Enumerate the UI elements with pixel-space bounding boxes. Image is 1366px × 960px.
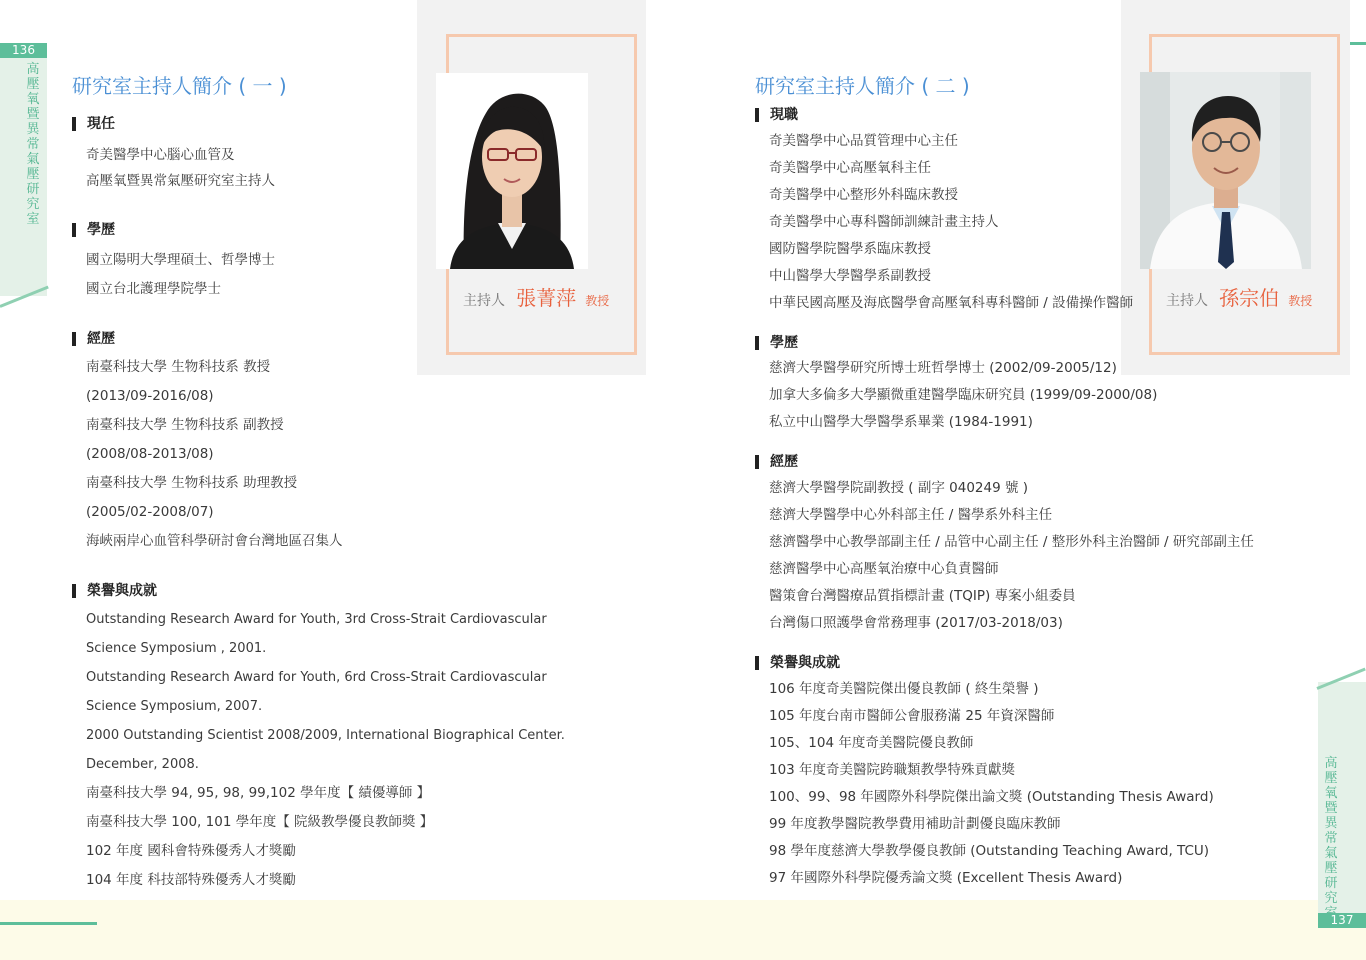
list-item: Science Symposium , 2001. [86,641,267,656]
left-section-education [72,220,275,304]
list-item: (2013/09-2016/08) [86,388,214,404]
list-item: 加拿大多倫多大學顯微重建醫學臨床研究員 (1999/09-2000/08) [769,387,1158,403]
list-item: 南臺科技大學 94, 95, 98, 99,102 學年度【 績優導師 】 [86,785,431,801]
list-item: 97 年國際外科學院優秀論文獎 (Excellent Thesis Award) [769,870,1123,886]
list-item: Outstanding Research Award for Youth, 3rd Cross-Strait Cardiovascular [86,612,547,627]
portrait-illustration [436,73,588,269]
left-section-experience [72,329,343,556]
host-label: 主持人 [463,293,505,309]
list-item: Science Symposium, 2007. [86,699,263,714]
list-item: 奇美醫學中心腦心血管及 [86,147,235,163]
list-item: 奇美醫學中心整形外科臨床教授 [769,187,958,203]
left-running-title: 高壓氧暨異常氣壓研究室 [26,62,40,227]
section-list [769,475,1254,637]
list-item: 奇美醫學中心品質管理中心主任 [769,133,958,149]
list-item: 106 年度奇美醫院傑出優良教師 ( 終生榮譽 ) [769,681,1039,697]
section-list [86,246,275,304]
left-bottom-accent [0,922,97,925]
section-title: 學歷 [755,333,1157,353]
section-title: 學歷 [72,220,275,240]
right-page-number: 137 [1318,913,1366,928]
list-item: 醫策會台灣醫療品質指標計畫 (TQIP) 專案小組委員 [769,588,1076,604]
left-page-heading: 研究室主持人簡介 ( 一 ) [72,74,287,98]
right-section-education [755,333,1157,436]
list-item: 海峽兩岸心血管科學研討會台灣地區召集人 [86,533,343,549]
list-item: 私立中山醫學大學醫學系畢業 (1984-1991) [769,414,1033,430]
right-page [683,0,1366,960]
host-label: 主持人 [1166,293,1208,309]
list-item: 南臺科技大學 生物科技系 助理教授 [86,475,298,491]
list-item: 中山醫學大學醫學系副教授 [769,268,931,284]
right-section-experience [755,452,1254,637]
list-item: 98 學年度慈濟大學教學優良教師 (Outstanding Teaching Award, TCU) [769,843,1210,859]
section-list [86,605,565,895]
list-item: 102 年度 國科會特殊優秀人才獎勵 [86,843,296,859]
section-title: 現任 [72,114,275,134]
list-item: 慈濟大學醫學研究所博士班哲學博士 (2002/09-2005/12) [769,360,1117,376]
list-item: 慈濟大學醫學院副教授 ( 副字 040249 號 ) [769,480,1029,496]
right-running-title: 高壓氧暨異常氣壓研究 [1324,756,1338,906]
section-title: 經歷 [755,452,1254,472]
host-photo-male [1140,72,1311,269]
left-page-number: 136 [0,43,47,58]
section-list [769,355,1157,436]
list-item: 100、99、98 年國際外科學院傑出論文獎 (Outstanding Thesis Award) [769,789,1214,805]
list-item: 中華民國高壓及海底醫學會高壓氧科專科醫師 / 設備操作醫師 [769,295,1134,311]
section-title: 現職 [755,105,1133,125]
left-host-caption [463,282,609,311]
section-list [769,676,1214,892]
list-item: 慈濟醫學中心高壓氧治療中心負責醫師 [769,561,999,577]
section-list [769,128,1133,317]
list-item: 南臺科技大學 生物科技系 教授 [86,359,271,375]
list-item: 2000 Outstanding Scientist 2008/2009, International Biographical Center. [86,728,565,743]
section-title: 榮譽與成就 [755,653,1214,673]
portrait-illustration [1140,72,1311,269]
list-item: 105 年度台南市醫師公會服務滿 25 年資深醫師 [769,708,1055,724]
list-item: 99 年度教學醫院教學費用補助計劃優良臨床教師 [769,816,1061,832]
section-list [86,353,343,556]
list-item: 高壓氧暨異常氣壓研究室主持人 [86,173,275,189]
left-section-honors [72,581,565,895]
section-title: 經歷 [72,329,343,349]
list-item: 慈濟醫學中心教學部副主任 / 品管中心副主任 / 整形外科主治醫師 / 研究部副主任 [769,534,1254,550]
list-item: 105、104 年度奇美醫院優良教師 [769,735,974,751]
list-item: 慈濟大學醫學中心外科部主任 / 醫學系外科主任 [769,507,1053,523]
list-item: 南臺科技大學 100, 101 學年度【 院級教學優良教師獎 】 [86,814,434,830]
section-list [86,142,275,194]
list-item: 103 年度奇美醫院跨職類教學特殊貢獻獎 [769,762,1016,778]
right-host-caption [1166,282,1312,311]
host-title: 教授 [1288,294,1313,308]
section-title: 榮譽與成就 [72,581,565,601]
list-item: 南臺科技大學 生物科技系 副教授 [86,417,284,433]
list-item: 國防醫學院醫學系臨床教授 [769,241,931,257]
list-item: Outstanding Research Award for Youth, 6rd Cross-Strait Cardiovascular [86,670,547,685]
list-item: 國立陽明大學理碩士、哲學博士 [86,252,275,268]
list-item: 國立台北護理學院學士 [86,281,221,297]
right-section-position [755,105,1133,317]
left-section-current [72,114,275,194]
list-item: (2005/02-2008/07) [86,504,214,520]
right-section-honors [755,653,1214,892]
list-item: 奇美醫學中心專科醫師訓練計畫主持人 [769,214,999,230]
host-photo-female [436,73,588,269]
list-item: 台灣傷口照護學會常務理事 (2017/03-2018/03) [769,615,1063,631]
list-item: 奇美醫學中心高壓氧科主任 [769,160,931,176]
list-item: December, 2008. [86,757,199,772]
right-page-heading: 研究室主持人簡介 ( 二 ) [755,74,970,98]
host-name: 張菁萍 [516,286,577,310]
host-title: 教授 [585,294,610,308]
list-item: (2008/08-2013/08) [86,446,214,462]
list-item: 104 年度 科技部特殊優秀人才獎勵 [86,872,296,888]
host-name: 孫宗伯 [1219,286,1280,310]
